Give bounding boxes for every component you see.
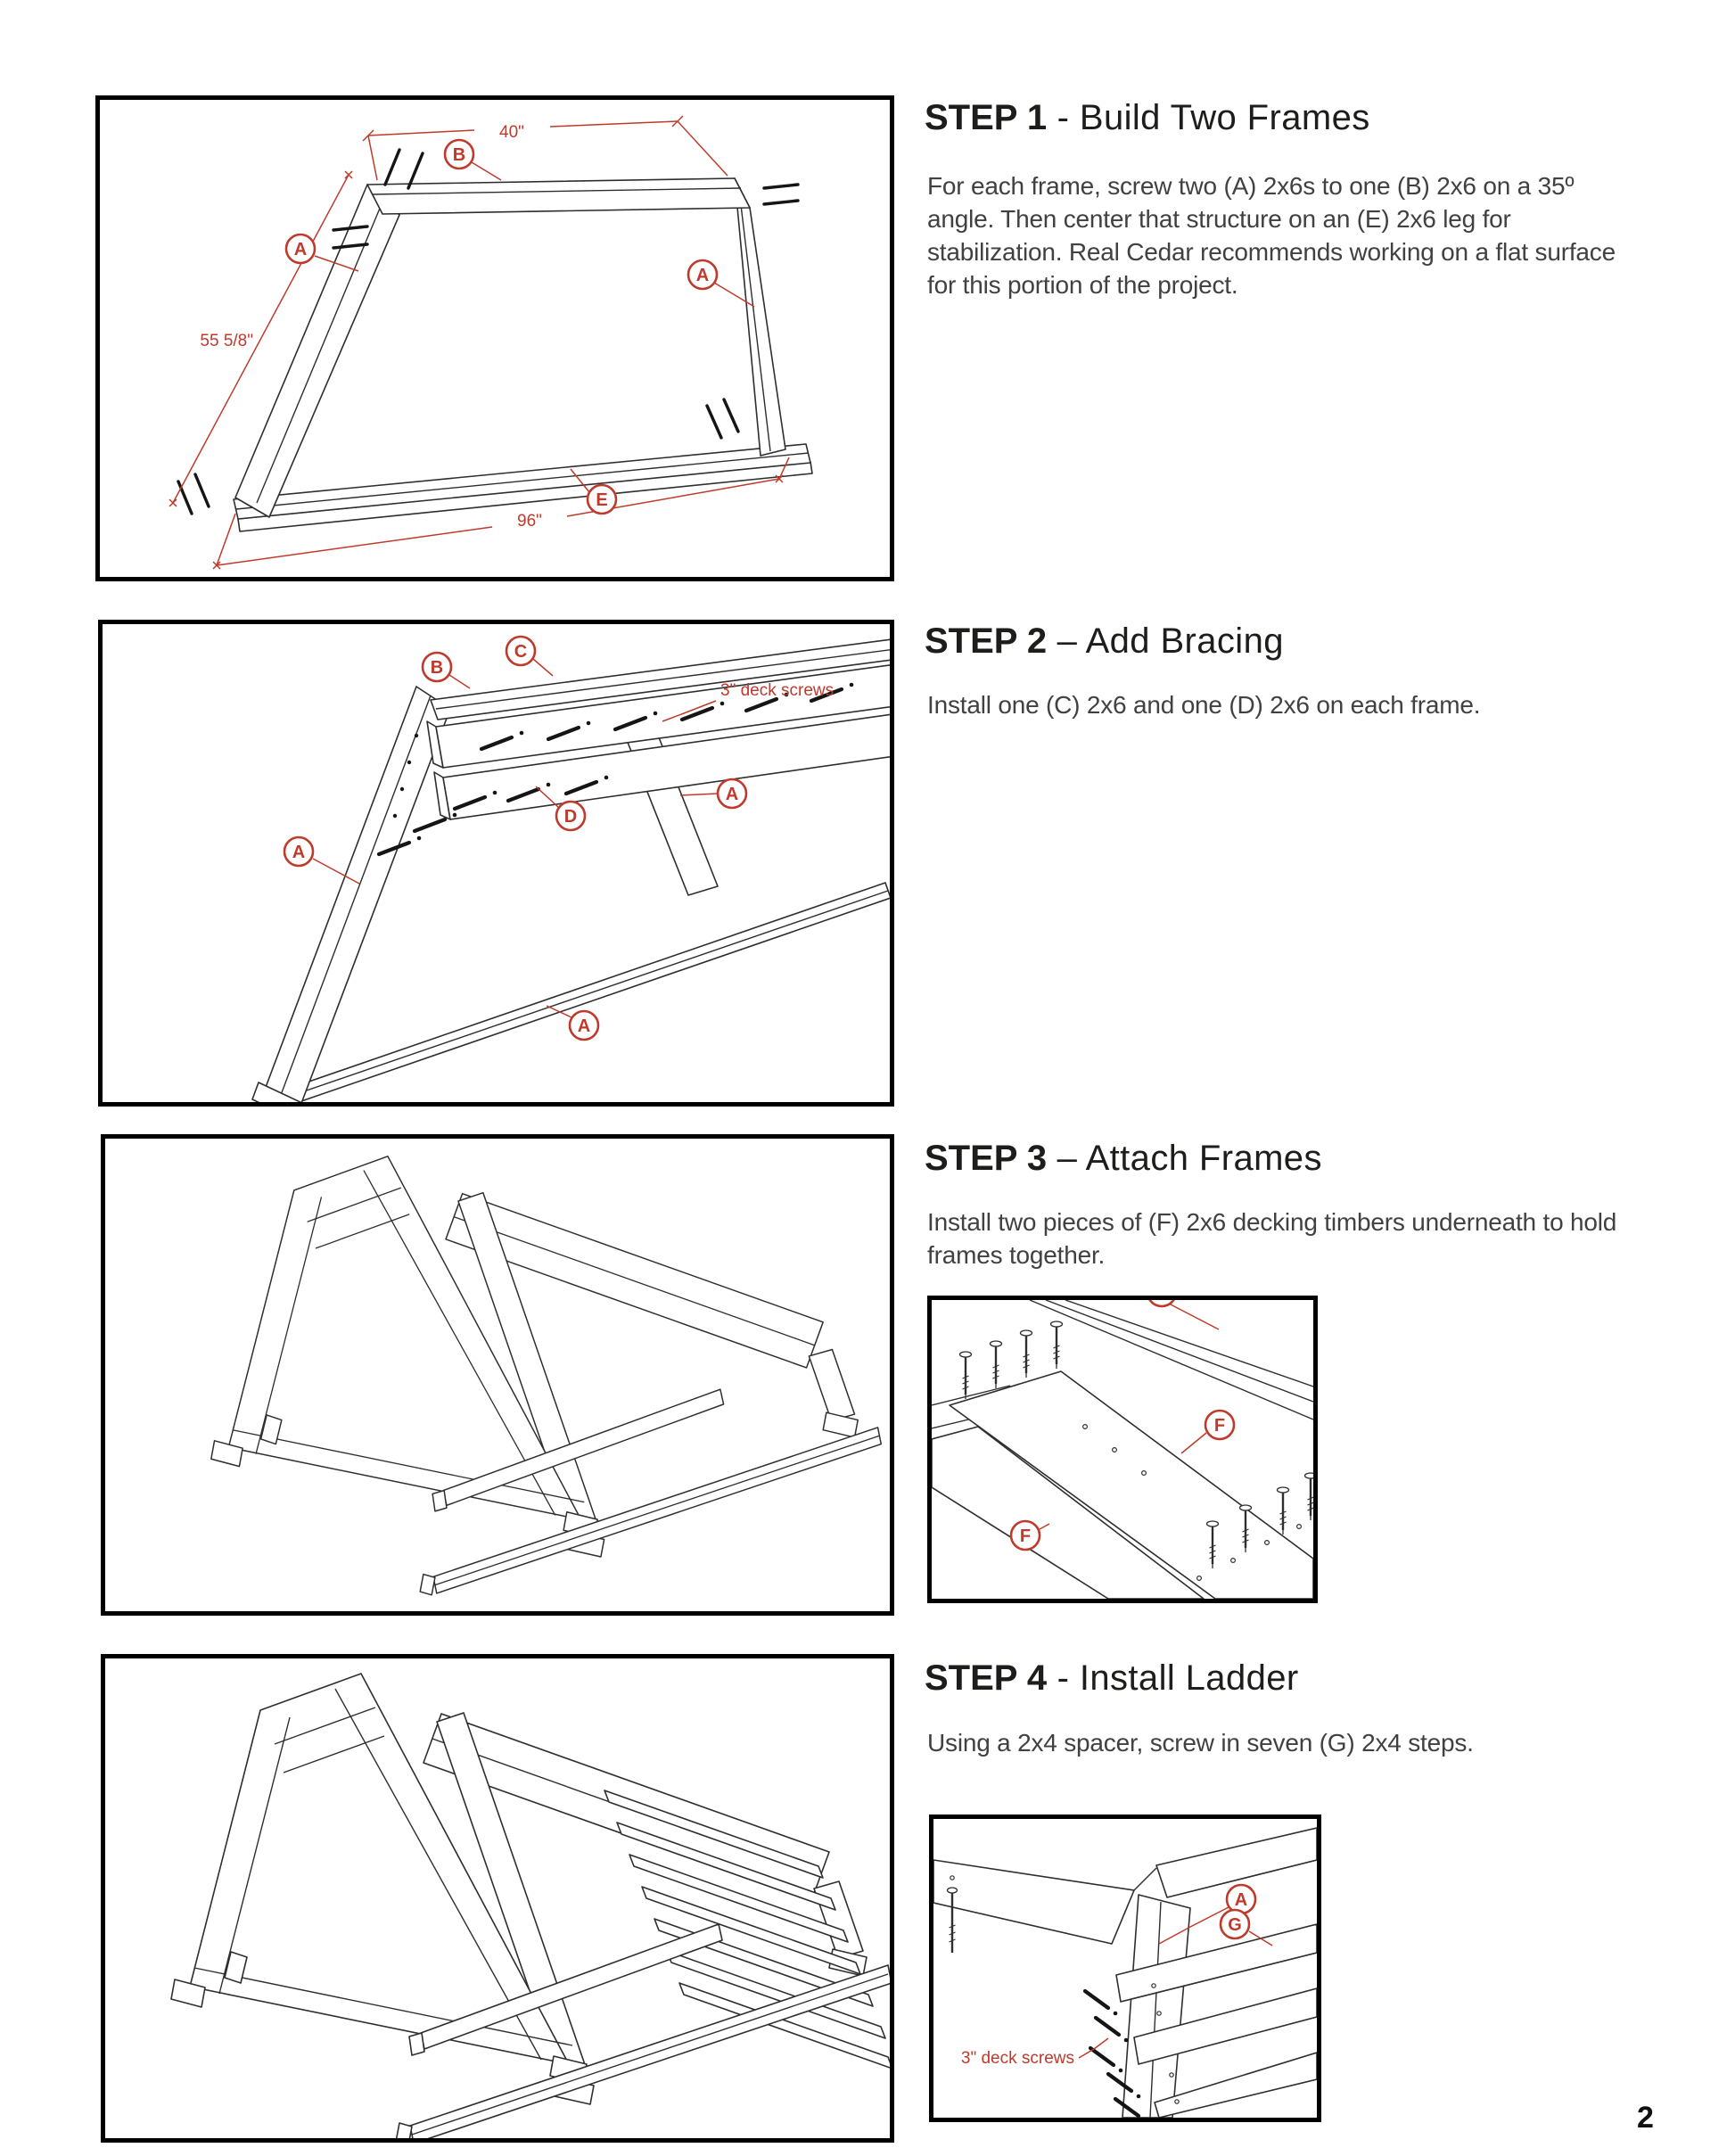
step1-title (925, 98, 1370, 138)
inset-box-step3 (927, 1296, 1318, 1603)
svg-text:E: E (596, 490, 608, 510)
part-label-g (1221, 1910, 1272, 1946)
figure-box-step4 (101, 1654, 894, 2143)
step2-title-number: STEP 2 (925, 621, 1048, 661)
ladder-steps-closeup (933, 1819, 1317, 2118)
page-number: 2 (1637, 2101, 1654, 2135)
step4-title-text: - Install Ladder (1057, 1658, 1299, 1698)
screw-note (961, 2038, 1108, 2068)
clipped-label-leader (1147, 1300, 1219, 1329)
svg-text:D: D (563, 807, 578, 827)
attached-frames-diagram (105, 1139, 890, 1611)
dim-bottom-text: 96" (517, 512, 542, 531)
step3-title (925, 1139, 1322, 1179)
decking-timbers-closeup (932, 1300, 1313, 1599)
boards-drawing (933, 1828, 1317, 2118)
svg-text:3" deck screws: 3" deck screws (960, 2049, 1074, 2068)
part-label-b (423, 653, 470, 688)
svg-text:A: A (695, 266, 710, 285)
svg-text:B: B (452, 145, 466, 165)
bracing-diagram (103, 624, 890, 1102)
svg-text:A: A (725, 785, 739, 804)
svg-text:F: F (1213, 1416, 1226, 1436)
dimension-top-40 (363, 116, 728, 180)
step2-body: Install one (C) 2x6 and one (D) 2x6 on each frame. (927, 691, 1481, 719)
part-label-c (506, 637, 553, 676)
svg-text:C: C (514, 642, 528, 662)
svg-text:G: G (1228, 1915, 1242, 1935)
step2-title-text: – Add Bracing (1057, 621, 1284, 661)
ladder-installed-diagram (105, 1658, 890, 2138)
dim-left-text: 55 5/8" (200, 332, 253, 350)
figure-box-step2 (98, 620, 894, 1107)
boards-drawing (932, 1300, 1313, 1599)
svg-text:A: A (1234, 1890, 1248, 1910)
frame-drawing (234, 178, 812, 531)
frame-dimensions-diagram (100, 100, 890, 577)
step3-title-number: STEP 3 (925, 1139, 1048, 1178)
part-label-b (445, 140, 501, 180)
svg-text:A: A (292, 843, 306, 862)
svg-text:A: A (577, 1016, 591, 1036)
svg-text:3" deck screws: 3" deck screws (720, 681, 835, 700)
svg-text:A: A (293, 240, 308, 259)
step2-title (925, 621, 1284, 662)
inset-box-step4 (929, 1814, 1321, 2122)
step3-body: Install two pieces of (F) 2x6 decking timbers underneath to hold frames together. (927, 1208, 1617, 1269)
step4-title (925, 1658, 1299, 1699)
figure-box-step3 (101, 1134, 894, 1616)
figure-box-step1 (95, 95, 894, 581)
part-label-f-upper (1181, 1411, 1234, 1453)
svg-text:B: B (430, 658, 444, 678)
step4-title-number: STEP 4 (925, 1658, 1048, 1698)
svg-text:F: F (1019, 1526, 1032, 1546)
frames-drawing (211, 1156, 881, 1595)
dim-top-text: 40" (499, 123, 524, 142)
step1-title-number: STEP 1 (925, 98, 1048, 137)
step1-title-text: - Build Two Frames (1057, 98, 1370, 137)
step3-title-text: – Attach Frames (1057, 1139, 1322, 1178)
step1-body: For each frame, screw two (A) 2x6s to one (B) 2x6 on a 35º angle. Then center that structure on an (E) 2x6 leg for stabilization. Real Cedar recommends working on a flat surface for this portion of the project. (927, 172, 1616, 299)
step4-body: Using a 2x4 spacer, screw in seven (G) 2x4 steps. (927, 1729, 1474, 1757)
